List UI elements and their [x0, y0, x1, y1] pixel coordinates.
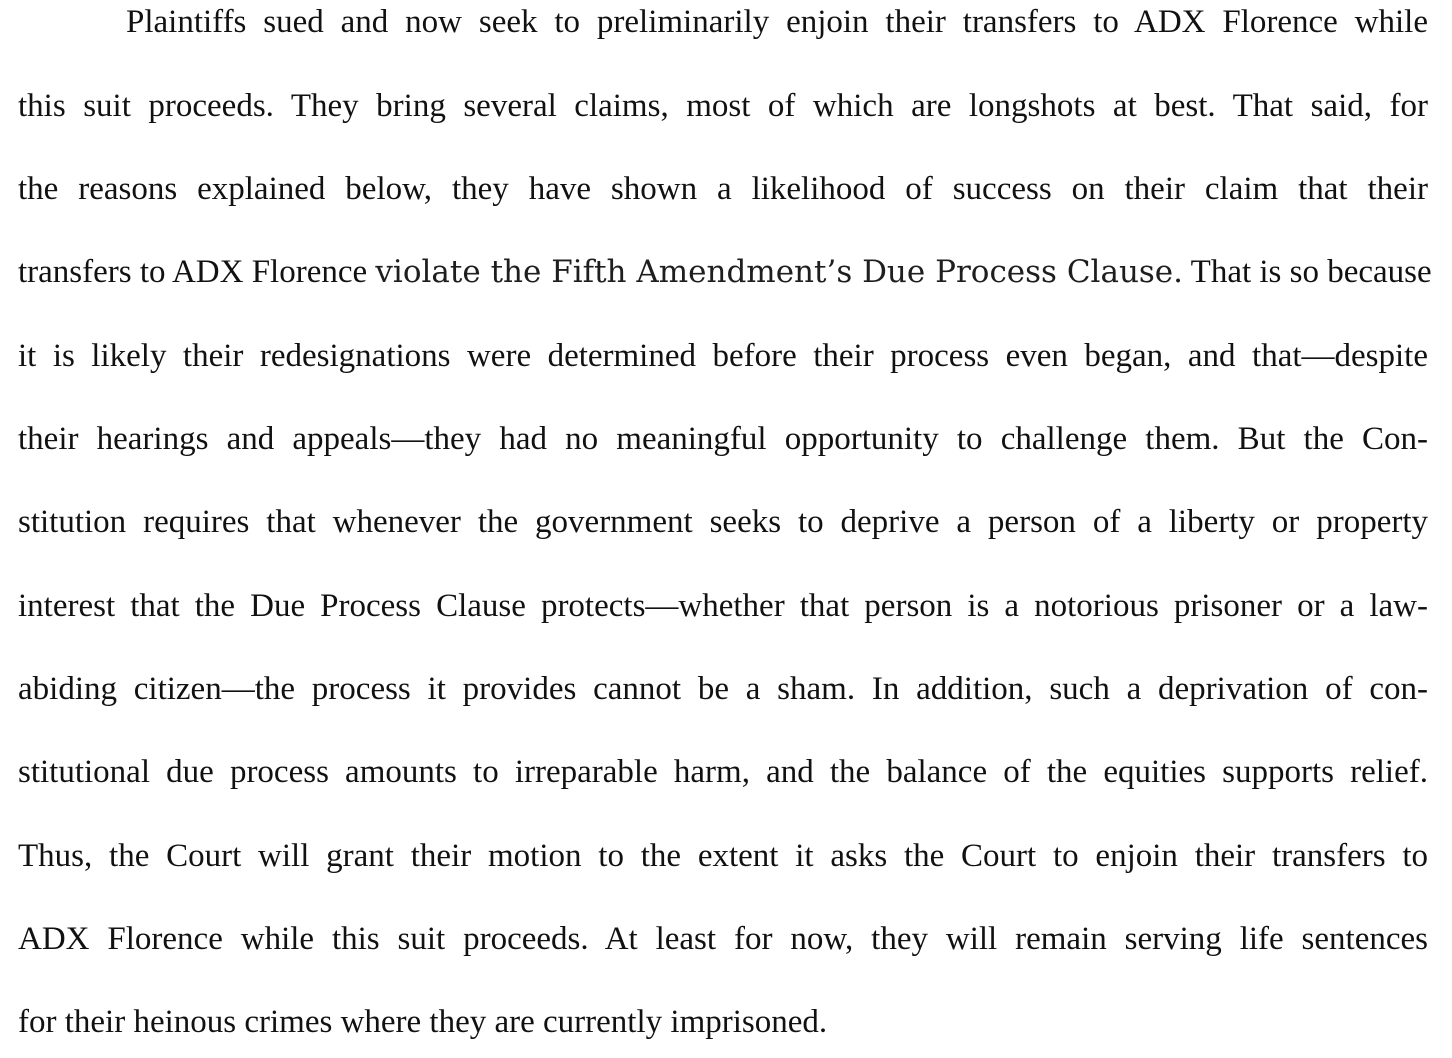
paragraph-text-segment: transfers to ADX Florence [18, 254, 376, 290]
paragraph-line [18, 250, 1432, 294]
paragraph-line: their hearings and appeals—they had no meaningful opportunity to challenge them. But the Con- [18, 421, 1428, 457]
paragraph-line: for their heinous crimes where they are currently imprisoned. [18, 1004, 828, 1040]
paragraph-line: the reasons explained below, they have shown a likelihood of success on their claim that their [18, 171, 1428, 207]
highlighted-text-segment: violate the Fifth Amendment’s Due Process Clause. [375, 254, 1184, 290]
paragraph-line: interest that the Due Process Clause protects—whether that person is a notorious prisoner or a law- [18, 588, 1428, 624]
paragraph-line: abiding citizen—the process it provides cannot be a sham. In addition, such a deprivation of con- [18, 671, 1428, 707]
paragraph-line: it is likely their redesignations were determined before their process even began, and that—despite [18, 338, 1428, 374]
paragraph-line: this suit proceeds. They bring several claims, most of which are longshots at best. That said, for [18, 88, 1428, 124]
paragraph-line: ADX Florence while this suit proceeds. At least for now, they will remain serving life sentences [18, 921, 1428, 957]
paragraph-line: stitutional due process amounts to irreparable harm, and the balance of the equities supports relief. [18, 754, 1428, 790]
paragraph-line: stitution requires that whenever the government seeks to deprive a person of a liberty or property [18, 504, 1428, 540]
paragraph-text-segment: That is so because [1183, 254, 1432, 290]
paragraph-line: Plaintiffs sued and now seek to preliminarily enjoin their transfers to ADX Florence while [126, 4, 1428, 40]
paragraph-line: Thus, the Court will grant their motion to the extent it asks the Court to enjoin their transfers to [18, 838, 1428, 874]
